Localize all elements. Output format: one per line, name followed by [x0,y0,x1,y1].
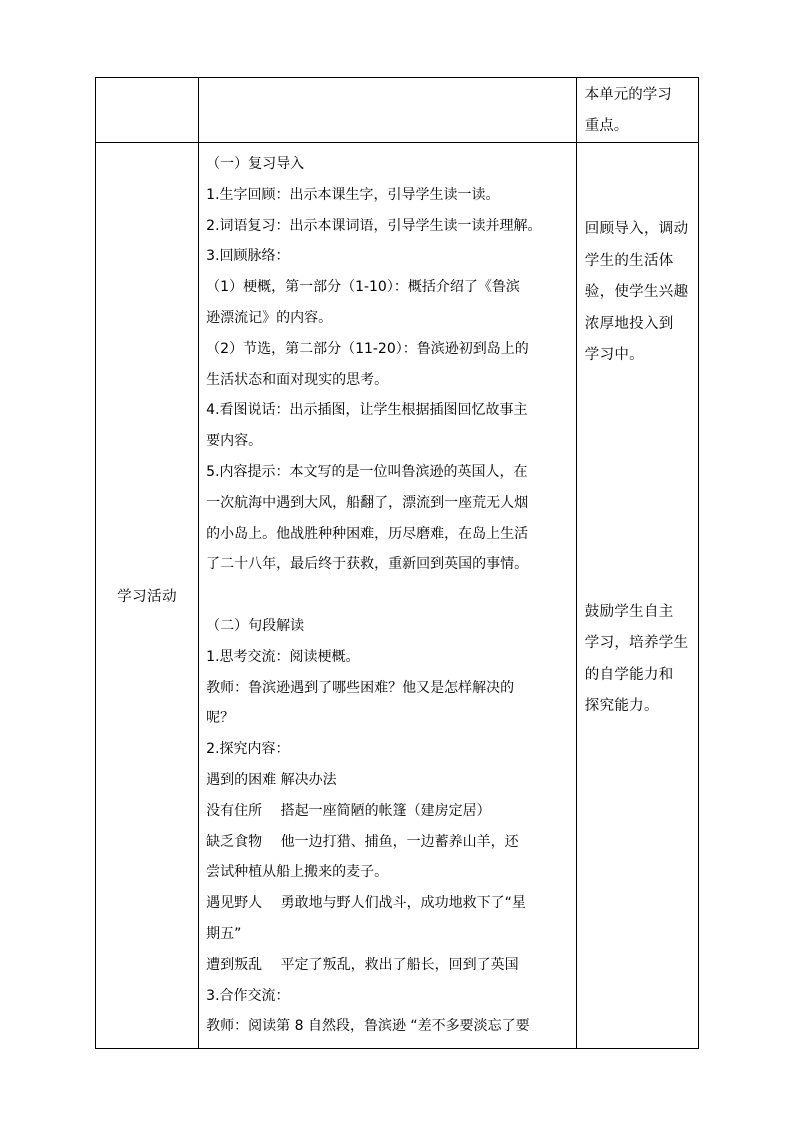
text-line: 逊漂流记》的内容。 [206,309,333,326]
activity-label: 学习活动 [96,143,199,1049]
text-line: 2.探究内容： [206,741,290,758]
text-line: （一）复习导入 [206,156,305,172]
lesson-plan-table [95,77,699,1049]
text-line: （二）句段解读 [206,617,305,634]
design-note-reading [577,594,698,723]
content-cell [199,143,577,1049]
text-line: 1.思考交流：阅读梗概。 [206,648,360,665]
text-line: 呢？ [206,710,235,727]
text-line: 学生的生活体 [584,252,674,269]
text-line: 学习中。 [584,347,644,363]
label-cell-empty [96,78,199,143]
text-line: 探究能力。 [584,698,659,714]
activity-content [199,143,576,1042]
text-line: 学习，培养学生 [584,635,689,651]
note-cell [576,143,698,1049]
text-line: 缺乏食物 他一边打猎、捕鱼，一边蓄养山羊，还 [206,833,519,850]
text-line: 期五” [206,925,242,942]
text-line: 尝试种植从船上搬来的麦子。 [206,864,389,881]
design-note-review [577,211,698,372]
text-line: 的自学能力和 [584,666,674,683]
text-line: 教师：阅读第 8 自然段，鲁滨逊 “差不多要淡忘了要 [206,1018,530,1035]
text-line: 遇到的困难 解决办法 [206,771,337,788]
text-line: 4.看图说话：出示插图，让学生根据插图回忆故事主 [206,402,528,419]
text-line: 生活状态和面对现实的思考。 [206,371,389,388]
text-line: 遭到叛乱 平定了叛乱，救出了船长，回到了英国 [206,956,519,973]
text-line: 浓厚地投入到 [584,315,674,332]
text-line: （2）节选，第二部分（11-20）：鲁滨逊初到岛上的 [206,340,529,357]
text-line: 鼓励学生自主 [584,603,674,620]
text-line: 了二十八年，最后终于获救，重新回到英国的事情。 [206,556,529,573]
text-line: 回顾导入，调动 [584,221,689,237]
text-line: 1.生字回顾：出示本课生字，引导学生读一读。 [206,186,500,203]
text-line: 的小岛上。他战胜种种困难，历尽磨难，在岛上生活 [206,525,529,542]
note-cell [576,78,698,143]
note-text [577,78,698,142]
text-line: 3.合作交流： [206,987,290,1004]
table-row [96,78,699,143]
text-line: 一次航海中遇到大风，船翻了，漂流到一座荒无人烟 [206,494,529,511]
text-line [206,580,570,611]
text-line: 教师：鲁滨逊遇到了哪些困难？他又是怎样解决的 [206,679,515,696]
table-row [96,143,699,1049]
text-line: 2.词语复习：出示本课词语，引导学生读一读并理解。 [206,217,542,234]
text-line: 5.内容提示：本文写的是一位叫鲁滨逊的英国人，在 [206,463,528,480]
text-line: 本单元的学习 [584,87,672,103]
text-line: 没有住所 搭起一座简陋的帐篷（建房定居） [206,802,491,819]
content-cell-empty [199,78,577,143]
text-line: 3.回顾脉络： [206,248,290,265]
text-line: 重点。 [584,118,629,134]
text-line: 要内容。 [206,433,263,450]
text-line: 遇见野人 勇敢地与野人们战斗，成功地救下了“星 [206,895,526,912]
text-line: 验，使学生兴趣 [584,284,689,300]
text-line: （1）梗概，第一部分（1-10）：概括介绍了《鲁滨 [206,279,520,296]
